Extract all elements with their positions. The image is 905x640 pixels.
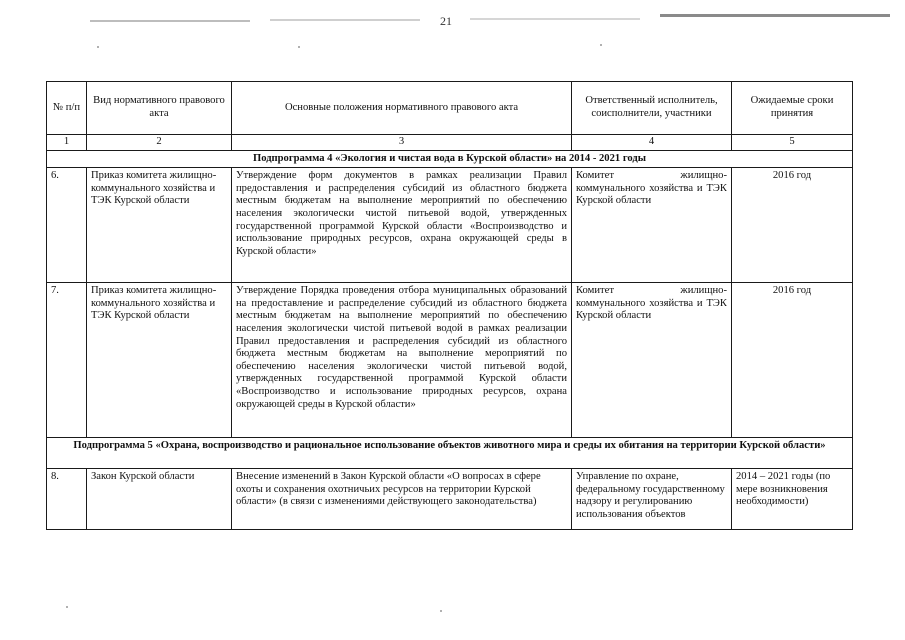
column-number: 3 (232, 135, 572, 151)
header-act-type: Вид нормативного правового акта (87, 82, 232, 135)
row-provisions: Утверждение форм документов в рамках реализации Правил предоставления и распределения субсидий из областного бюджета местным бюджетам на выполнение мероприятий по обеспечению населения экологически чистой питьевой водой, утвержденных государственной программой Курской области «Воспроизводство и использование природных ресурсов, охрана окружающей среды в Курской области» (232, 168, 572, 283)
row-act-type: Закон Курской области (87, 469, 232, 530)
scan-artifact (600, 44, 602, 46)
row-number: 7. (47, 283, 87, 438)
column-number: 2 (87, 135, 232, 151)
page-number: 21 (440, 14, 452, 28)
row-number: 6. (47, 168, 87, 283)
section-row (47, 438, 853, 469)
header-provisions: Основные положения нормативного правового акта (232, 82, 572, 135)
column-number-row (47, 135, 853, 151)
scan-artifact (660, 14, 890, 17)
column-number: 4 (572, 135, 732, 151)
scan-artifact (97, 46, 99, 48)
scan-artifact (270, 19, 420, 21)
row-deadline: 2016 год (732, 168, 853, 283)
row-responsible: Управление по охране, федеральному государственному надзору и регулированию использования объектов (572, 469, 732, 530)
table-row (47, 168, 853, 283)
header-row (47, 82, 853, 135)
header-responsible: Ответственный исполнитель, соисполнители, участники (572, 82, 732, 135)
row-provisions: Внесение изменений в Закон Курской области «О вопросах в сфере охоты и сохранения охотничьих ресурсов на территории Курской области» (в связи с изменениями действующего законодательства) (232, 469, 572, 530)
table-row (47, 283, 853, 438)
section5-title: Подпрограмма 5 «Охрана, воспроизводство и рациональное использование объектов животного мира и среды их обитания на территории Курской области» (47, 438, 853, 469)
header-deadline: Ожидаемые сроки принятия (732, 82, 853, 135)
scan-artifact (298, 46, 300, 48)
table-row (47, 469, 853, 530)
scan-artifact (440, 610, 442, 612)
row-deadline: 2014 – 2021 годы (по мере возникновения необходимости) (732, 469, 853, 530)
section-row (47, 150, 853, 168)
row-responsible: Комитет жилищно-коммунального хозяйства и ТЭК Курской области (572, 283, 732, 438)
row-provisions: Утверждение Порядка проведения отбора муниципальных образований на предоставление и распределение субсидий из областного бюджета местным бюджетам на выполнение мероприятий по обеспечению населения экологически чистой питьевой водой в рамках реализации Правил предоставления и распределения субсидий из областного бюджета местным бюджетам на выполнение мероприятий по обеспечению населения экологически чистой питьевой водой, утвержденных государственной программой Курской области «Воспроизводство и использование природных ресурсов, охрана окружающей среды в Курской области» (232, 283, 572, 438)
scan-artifact (90, 20, 250, 22)
row-act-type: Приказ комитета жилищно-коммунального хозяйства и ТЭК Курской области (87, 168, 232, 283)
row-act-type: Приказ комитета жилищно-коммунального хозяйства и ТЭК Курской области (87, 283, 232, 438)
row-number: 8. (47, 469, 87, 530)
row-deadline: 2016 год (732, 283, 853, 438)
column-number: 5 (732, 135, 853, 151)
scan-artifact (66, 606, 68, 608)
row-responsible: Комитет жилищно-коммунального хозяйства и ТЭК Курской области (572, 168, 732, 283)
scan-header (0, 0, 905, 40)
header-number: № п/п (47, 82, 87, 135)
regulatory-acts-table (46, 81, 853, 530)
column-number: 1 (47, 135, 87, 151)
scan-artifact (470, 18, 640, 20)
section4-title: Подпрограмма 4 «Экология и чистая вода в Курской области» на 2014 - 2021 годы (47, 150, 853, 168)
